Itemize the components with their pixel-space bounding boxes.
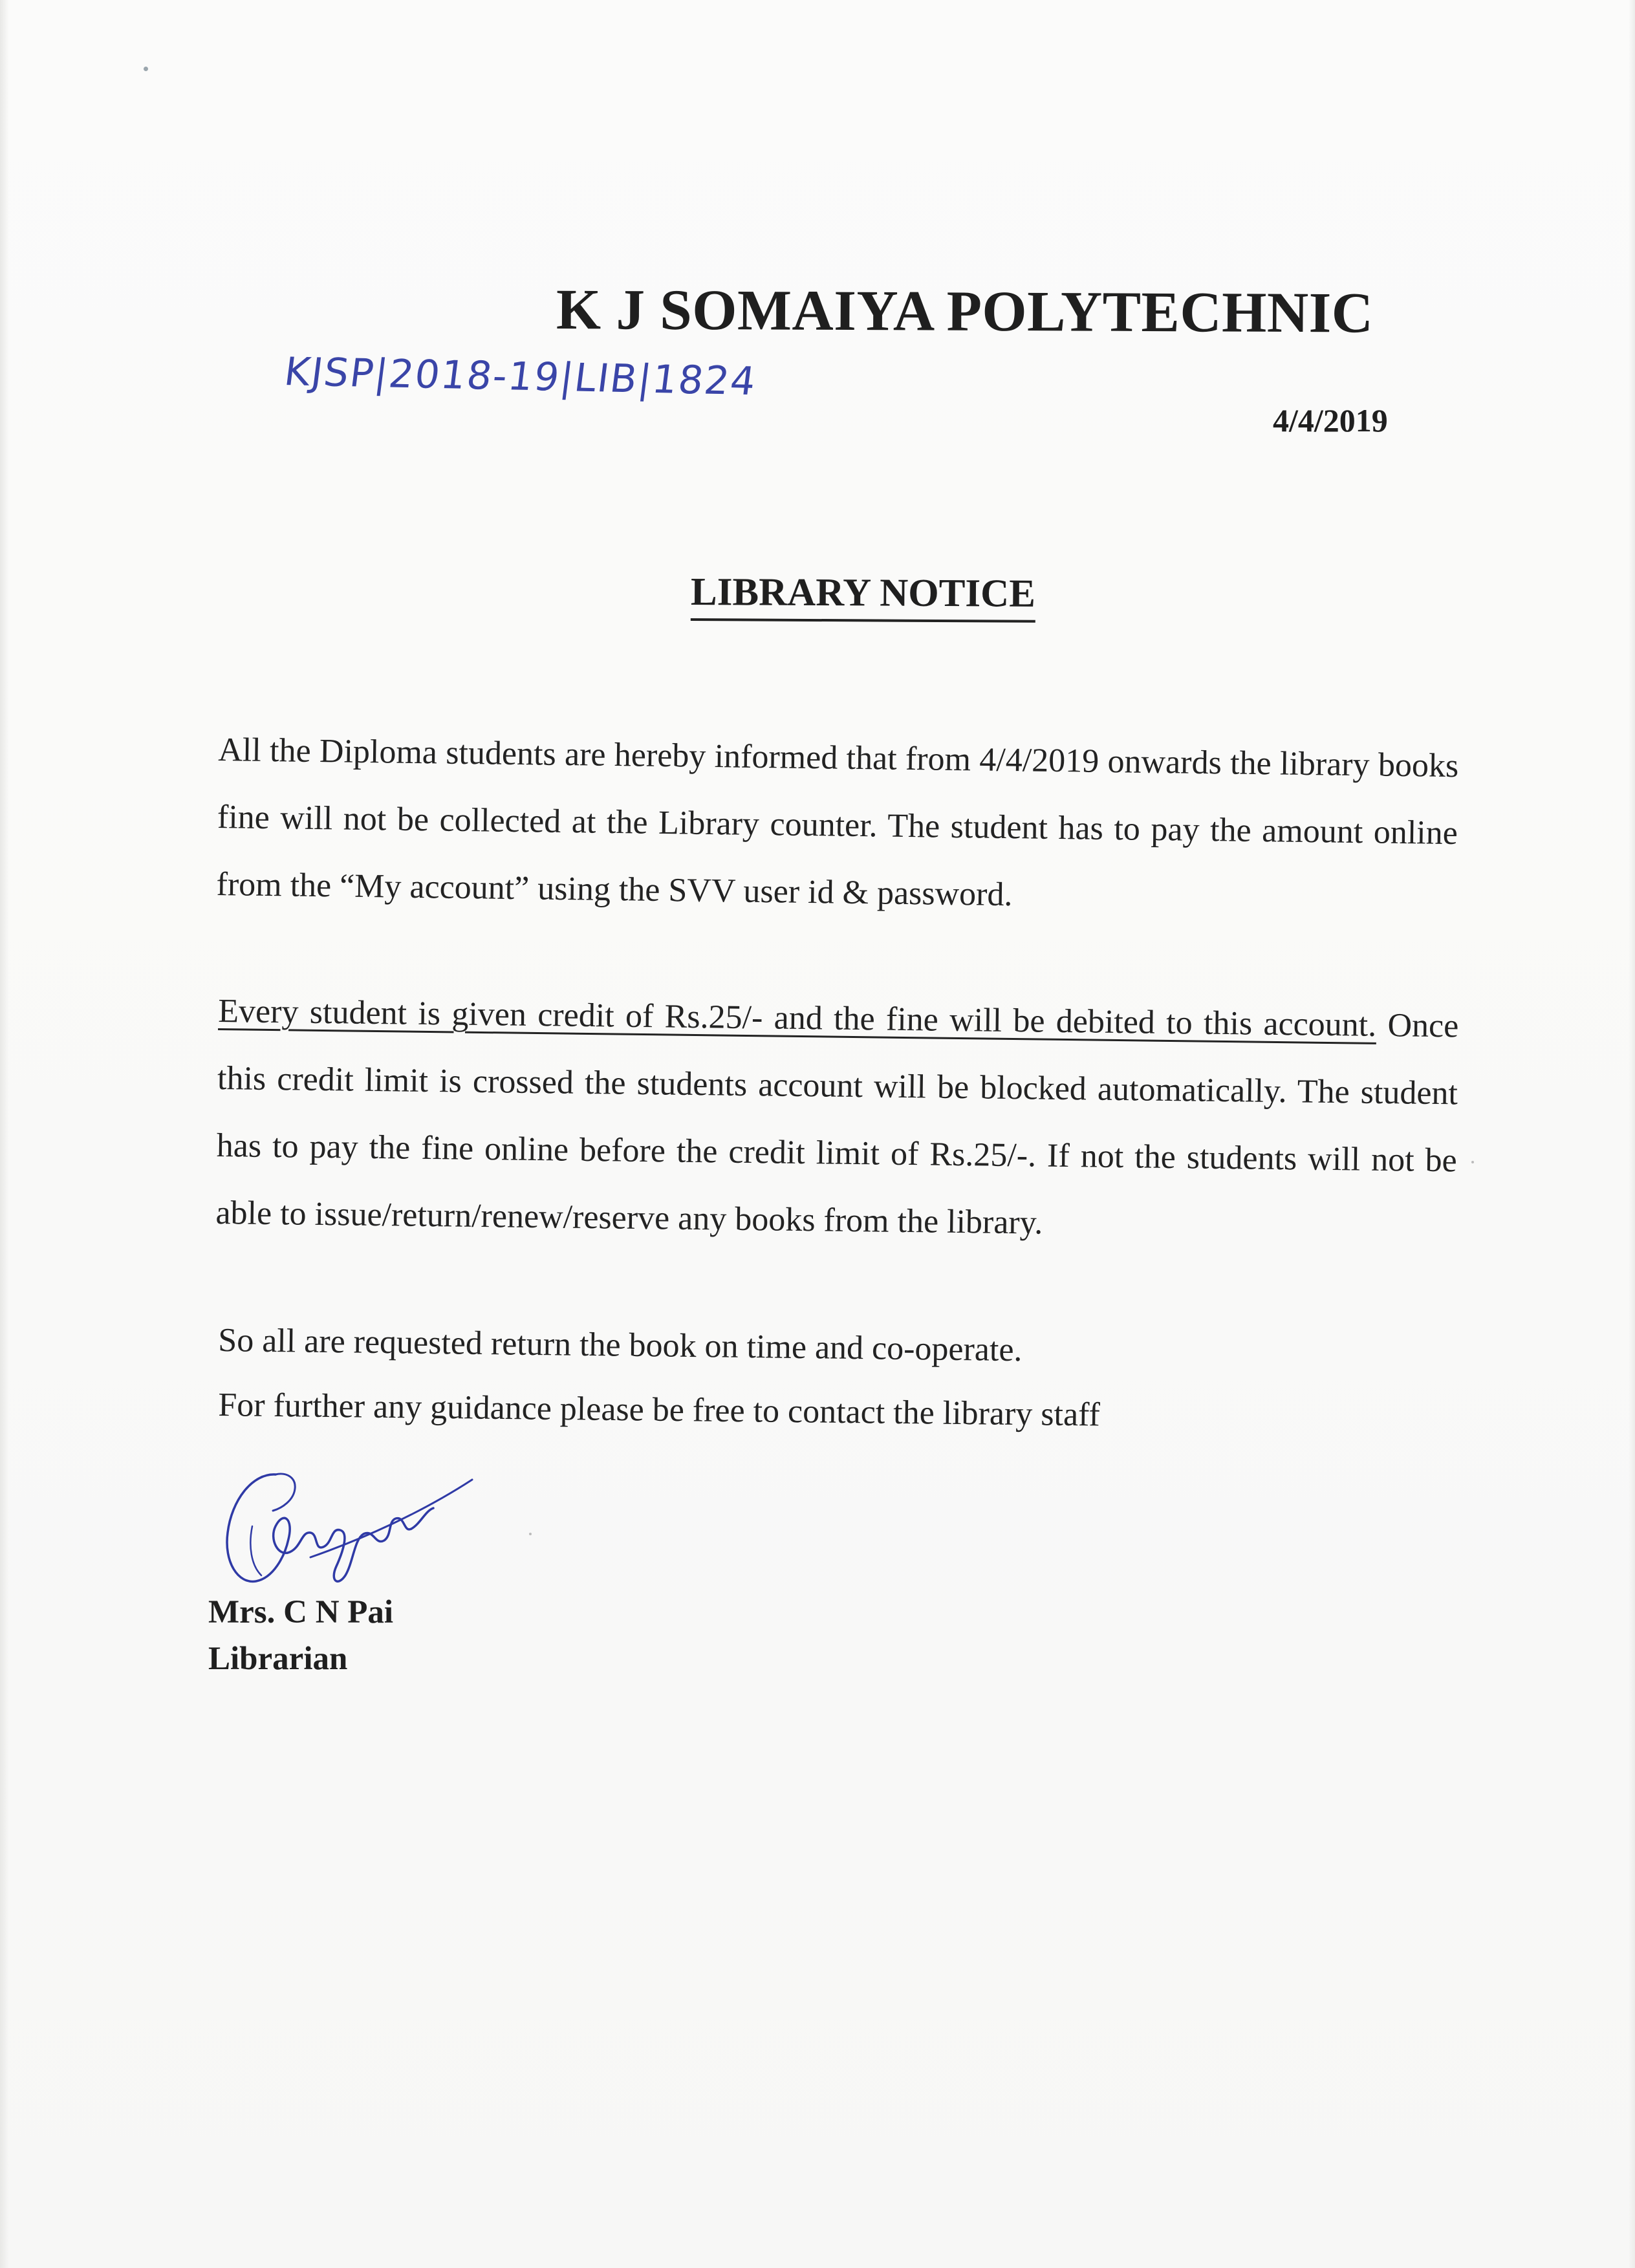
scan-speck [144,67,148,71]
notice-date: 4/4/2019 [1273,402,1388,438]
institution-name: K J SOMAIYA POLYTECHNIC [556,278,1374,345]
librarian-signature [213,1449,485,1604]
notice-paragraph-2 [215,978,1459,1262]
handwritten-reference-number: KJSP|2018-19|LIB|1824 [281,349,759,405]
credit-statement-details: Once this credit limit is crossed the students account will be blocked automatically. The student has to pay the fine online before the credit limit of Rs.25/-. If not the students will not be able to issue/return/renew/reserve any books from the library. [215,1006,1459,1242]
signatory-name: Mrs. C N Pai [208,1594,394,1630]
scan-speck [1471,1161,1474,1163]
page-edge-shadow-left [0,0,9,2268]
notice-paragraph-1: All the Diploma students are hereby informed that from 4/4/2019 onwards the library books fine will not be collected at the Library counter. The student has to pay the amount online from the “My account” using the SVV user id & password. [216,731,1459,914]
page-edge-shadow-right [1629,0,1635,2268]
notice-paragraph-4: For further any guidance please be free to contact the library staff [218,1386,1101,1434]
scan-speck [529,1533,532,1535]
credit-statement-underlined: Every student is given credit of Rs.25/- and the fine will be debited to this account. [218,992,1377,1044]
notice-paragraph-3: So all are requested return the book on time and co-operate. [218,1321,1023,1369]
signatory-title: Librarian [208,1641,348,1677]
notice-title: LIBRARY NOTICE [691,572,1035,623]
